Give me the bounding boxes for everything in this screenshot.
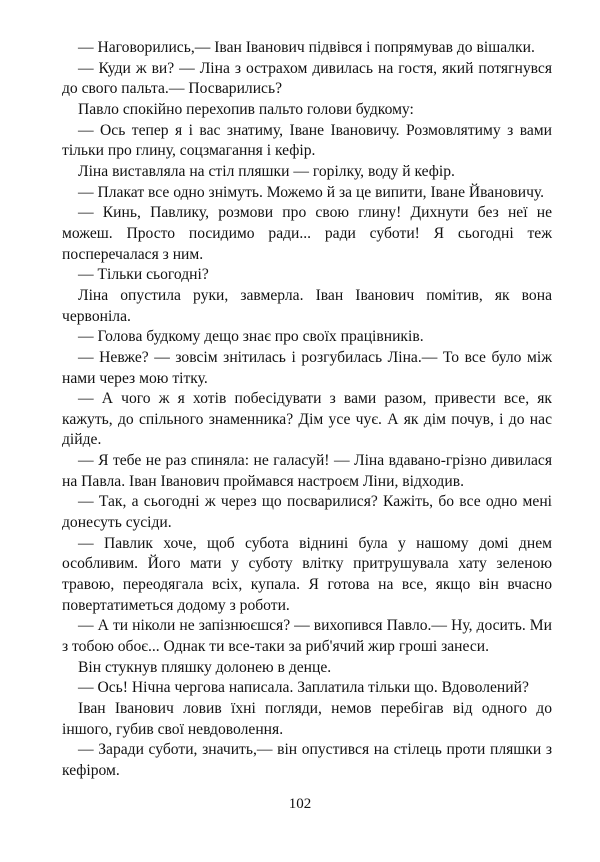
paragraph: — Голова будкому дещо знає про своїх працівників.	[78, 328, 424, 346]
paragraph: — Павлик хоче, щоб субота віднині була у нашому домі днем особливим. Його мати у суботу влітку притрушувала хату зеленою травою, переодягала всіх, купала. Я готова на все, якщо він вчасно повертатиметься додому з роботи.	[62, 534, 552, 614]
paragraph: Ліна опустила руки, завмерла. Іван Іванович помітив, як вона червоніла.	[62, 286, 552, 325]
paragraph: Іван Іванович ловив їхні погляди, немов перебігав від одного до іншого, губив свої невдоволення.	[62, 700, 552, 738]
paragraph: — Плакат все одно знімуть. Можемо й за це випити, Іване Йвановичу.	[78, 183, 545, 201]
paragraph: — Ось тепер я і вас знатиму, Іване Івановичу. Розмовлятиму з вами тільки про глину, соцзмагання і кефір.	[62, 121, 552, 160]
paragraph: — Так, а сьогодні ж через що посварилися? Кажіть, бо все одно мені донесуть сусіди.	[62, 493, 552, 532]
paragraph: — Тільки сьогодні?	[78, 266, 209, 284]
paragraph: — Невже? — зовсім знітилась і розгубилась Ліна.— То все було між нами через мою тітку.	[62, 348, 552, 387]
paragraph: — Кинь, Павлику, розмови про свою глину! Дихнути без неї не можеш. Просто посидимо ради... ради суботи! Я сьогодні теж посперечалася з ним.	[62, 204, 552, 263]
page-body-text	[62, 38, 552, 782]
page-number: 102	[288, 796, 312, 812]
paragraph: — Я тебе не раз спиняла: не галасуй! — Ліна вдавано-грізно дивилася на Павла. Іван Іванович проймався настроєм Ліни, відходив.	[62, 452, 552, 490]
paragraph: — Наговорились,— Іван Іванович підвівся і попрямував до вішалки.	[78, 39, 535, 56]
paragraph: Ліна виставляла на стіл пляшки — горілку, воду й кефір.	[78, 162, 455, 180]
paragraph: — Куди ж ви? — Ліна з острахом дивилась на гостя, який потягнувся до свого пальта.— Посварились?	[62, 59, 552, 98]
paragraph: — Заради суботи, значить,— він опустився на стілець проти пляшки з кефіром.	[62, 741, 552, 779]
paragraph: — А ти ніколи не запізнюєшся? — вихопився Павло.— Ну, досить. Ми з тобою обоє... Однак ти все-таки за риб'ячий жир гроші занеси.	[62, 617, 552, 656]
paragraph: — Ось! Нічна чергова написала. Заплатила тільки що. Вдоволений?	[78, 679, 529, 697]
paragraph: Він стукнув пляшку долонею в денце.	[78, 658, 332, 676]
paragraph: Павло спокійно перехопив пальто голови будкому:	[78, 100, 414, 118]
paragraph: — А чого ж я хотів побесідувати з вами разом, привести все, як кажуть, до спільного знаменника? Дім усе чує. А як дім почув, і до нас дійде.	[62, 390, 552, 449]
